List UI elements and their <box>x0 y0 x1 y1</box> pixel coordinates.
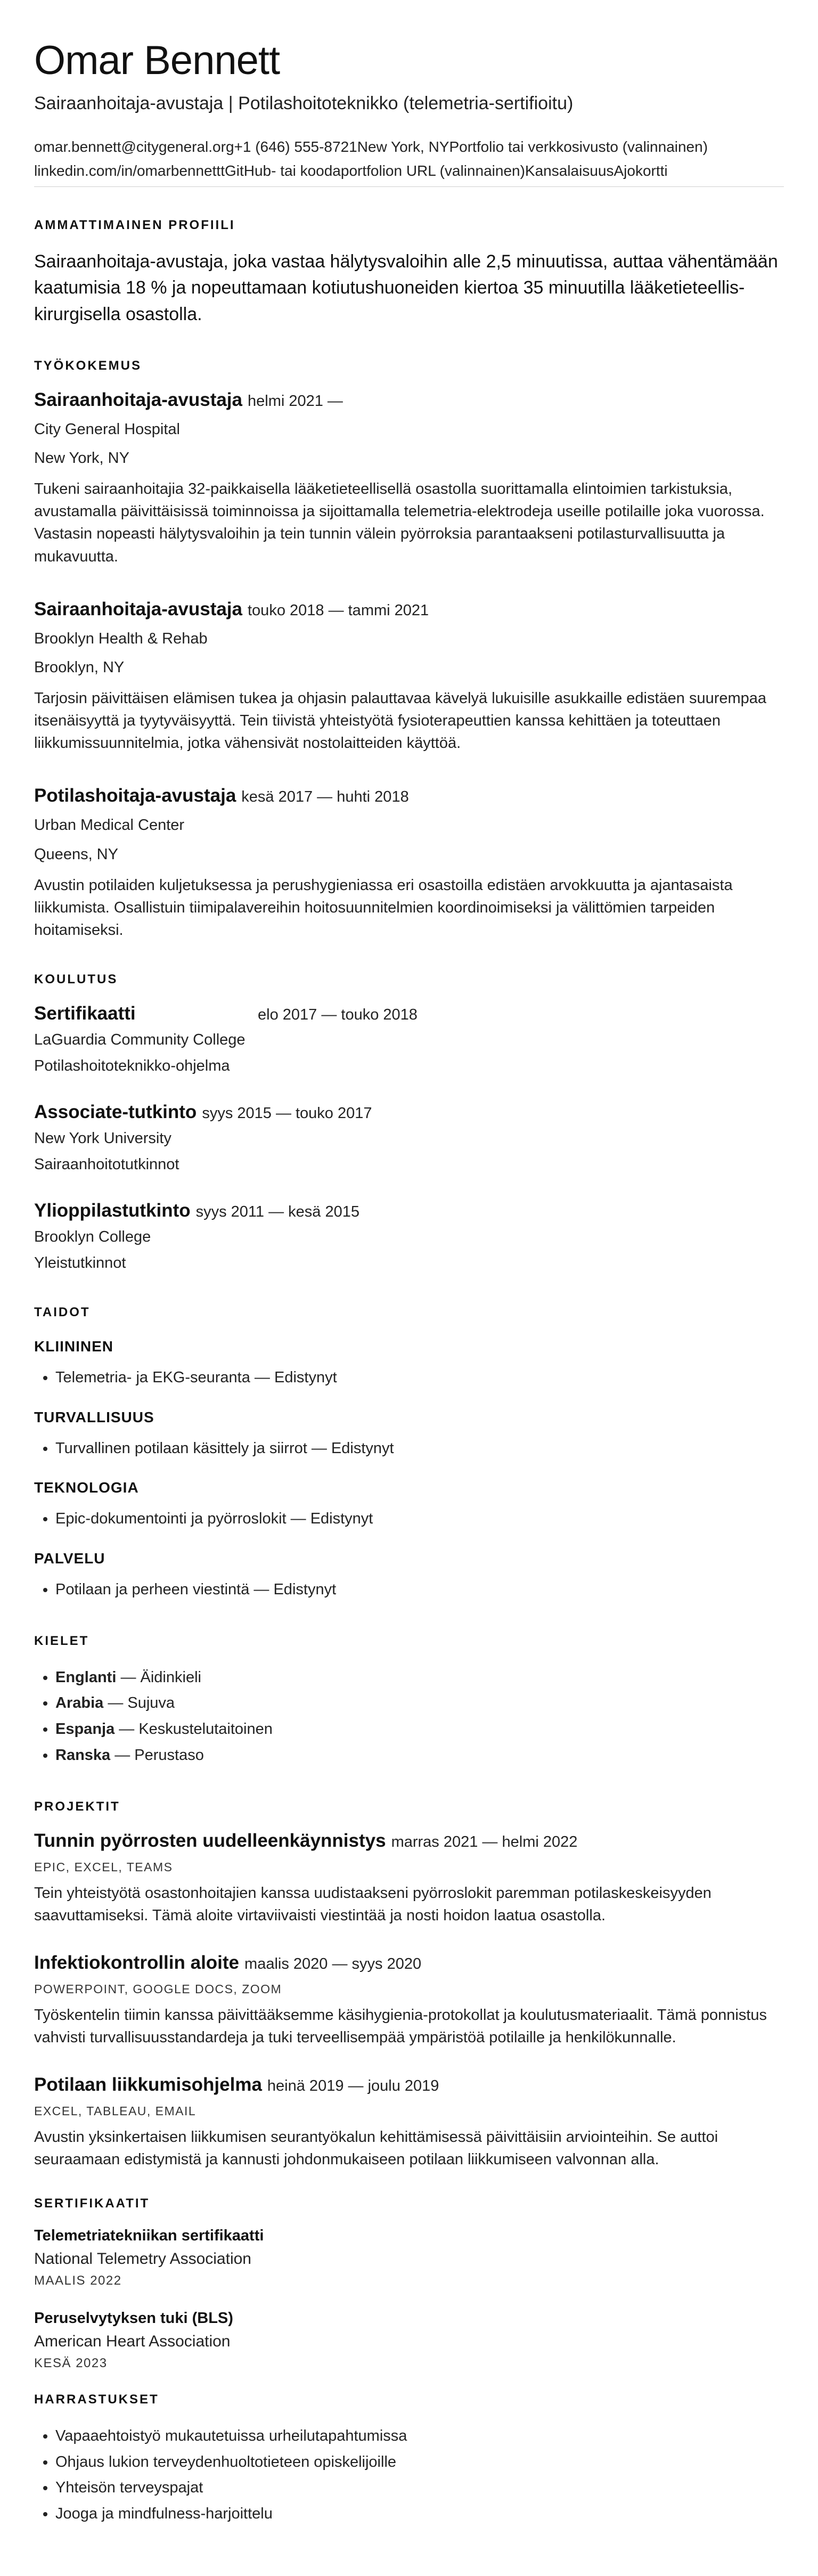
project-entry <box>34 1830 784 1927</box>
education-dates: elo 2017 — touko 2018 <box>258 1006 418 1023</box>
hobby-list <box>34 2423 784 2527</box>
language-item <box>55 1690 784 1716</box>
hobby-item: • Vapaaehtoistyö mukautetuissa urheilutapahtumissa <box>55 2423 784 2449</box>
job-dates: helmi 2021 — <box>248 392 343 410</box>
skill-list <box>34 1506 784 1532</box>
job-employer: Brooklyn Health & Rehab <box>34 630 208 647</box>
project-name: Infektiokontrollin aloite <box>34 1952 240 1973</box>
experience-entry <box>34 389 784 568</box>
contact-linkedin[interactable]: linkedin.com/in/omarbennett <box>34 162 221 180</box>
certification-entry <box>34 2227 784 2288</box>
skill-category: PALVELU <box>34 1550 105 1567</box>
contact-github[interactable]: tGitHub- tai koodaportfolion URL (valinnainen) <box>220 162 525 180</box>
language-item <box>55 1742 784 1768</box>
hobby-item: • Ohjaus lukion terveydenhuoltotieteen opiskelijoille <box>55 2449 784 2475</box>
candidate-headline: Sairaanhoitaja-avustaja | Potilashoitoteknikko (telemetria-sertifioitu) <box>34 93 574 114</box>
certification-date: KESÄ 2023 <box>34 2355 108 2370</box>
degree-title: Associate-tutkinto <box>34 1101 197 1122</box>
skill-item: • Telemetria- ja EKG-seuranta — Edistynyt <box>55 1365 784 1391</box>
section-title: SERTIFIKAATIT <box>34 2196 150 2211</box>
skill-list <box>34 1577 784 1603</box>
section-title: AMMATTIMAINEN PROFIILI <box>34 217 235 232</box>
school-name: New York University <box>34 1129 171 1147</box>
job-employer: Urban Medical Center <box>34 817 185 834</box>
language-name: Englanti <box>55 1668 117 1686</box>
hobby-item: • Yhteisön terveyspajat <box>55 2475 784 2501</box>
skills-section <box>34 1305 784 1603</box>
education-dates: syys 2015 — touko 2017 <box>202 1104 372 1122</box>
header-divider <box>34 186 784 187</box>
job-description: Tarjosin päivittäisen elämisen tukea ja ohjasin palauttavaa kävelyä lukuisille asukkaille edistäen suurempaa itsenäisyyttä ja tyytyväisyyttä. Tein tiivistä yhteistyötä fysioterapeuttien kanssa kehittäen ja toteuttaen liikkumissuunnitelmia, jotka vähensivät nostolaitteiden käyttöä. <box>34 690 767 752</box>
skill-category: TURVALLISUUS <box>34 1408 154 1425</box>
language-level: — Keskustelutaitoinen <box>119 1721 273 1738</box>
profile-summary: Sairaanhoitaja-avustaja, joka vastaa hälytysvaloihin alle 2,5 minuutissa, auttaa vähentämään kaatumisia 18 % ja nopeuttamaan kotiutushuoneiden kiertoa 35 minuutilla lääketieteellis-kirurgisella osastolla. <box>34 251 778 324</box>
project-description: Avustin yksinkertaisen liikkumisen seurantyökalun kehittämisessä päivittäisiin arviointeihin. Se auttoi seuraamaan edistymistä ja kannusti johdonmukaiseen potilaan liikkumiseen valvonnan alla. <box>34 2128 718 2168</box>
job-title: Potilashoitaja-avustaja <box>34 785 236 806</box>
contact-drivers-license: Ajokortti <box>614 162 668 180</box>
language-item <box>55 1716 784 1742</box>
education-entry <box>34 1102 784 1177</box>
project-dates: maalis 2020 — syys 2020 <box>244 1955 422 1972</box>
degree-title: Ylioppilastutkinto <box>34 1200 191 1221</box>
skill-item: • Epic-dokumentointi ja pyörroslokit — Edistynyt <box>55 1506 784 1532</box>
contact-line-1 <box>34 135 784 159</box>
hobby-item: • Jooga ja mindfulness-harjoittelu <box>55 2501 784 2527</box>
language-level: — Perustaso <box>114 1746 204 1764</box>
experience-entry <box>34 599 784 755</box>
profile-section <box>34 218 784 328</box>
languages-section <box>34 1634 784 1768</box>
job-description: Avustin potilaiden kuljetuksessa ja perushygieniassa eri osastoilla edistäen arvokkuutta ja ajantasaista liikkumista. Osallistuin tiimipalavereihin hoitosuunnitelmien koordinoimiseksi ja välittömien tarpeiden hoitamiseksi. <box>34 876 733 939</box>
project-tools: POWERPOINT, GOOGLE DOCS, ZOOM <box>34 1982 282 1996</box>
language-item <box>55 1665 784 1691</box>
contact-location: New York, NY <box>357 138 449 156</box>
language-level: — Sujuva <box>108 1694 175 1712</box>
contact-block <box>34 135 784 183</box>
education-entry <box>34 1200 784 1275</box>
projects-section <box>34 1799 784 2171</box>
education-entry <box>34 1003 784 1078</box>
job-title: Sairaanhoitaja-avustaja <box>34 598 242 619</box>
job-location: New York, NY <box>34 450 129 467</box>
project-name: Potilaan liikkumisohjelma <box>34 2074 262 2095</box>
education-dates: syys 2011 — kesä 2015 <box>195 1203 359 1220</box>
job-location: Brooklyn, NY <box>34 659 125 676</box>
section-title: TYÖKOKEMUS <box>34 358 142 373</box>
section-title: PROJEKTIT <box>34 1799 120 1814</box>
candidate-name: Omar Bennett <box>34 38 280 83</box>
section-title: KIELET <box>34 1633 89 1648</box>
job-employer: City General Hospital <box>34 420 180 438</box>
project-dates: marras 2021 — helmi 2022 <box>391 1833 578 1851</box>
contact-citizenship: Kansalaisuus <box>525 162 614 180</box>
contact-line-2 <box>34 159 784 183</box>
skill-list <box>34 1365 784 1391</box>
contact-phone[interactable]: +1 (646) 555-8721 <box>234 138 357 156</box>
project-tools: EXCEL, TABLEAU, EMAIL <box>34 2104 197 2118</box>
language-name: Arabia <box>55 1694 104 1712</box>
skill-category: TEKNOLOGIA <box>34 1479 139 1496</box>
skill-item: • Turvallinen potilaan käsittely ja siirrot — Edistynyt <box>55 1436 784 1462</box>
language-name: Espanja <box>55 1721 115 1738</box>
degree-title: Sertifikaatti <box>34 1002 136 1024</box>
certification-name: Telemetriatekniikan sertifikaatti <box>34 2227 264 2244</box>
project-name: Tunnin pyörrosten uudelleenkäynnistys <box>34 1830 386 1851</box>
skill-item: • Potilaan ja perheen viestintä — Edistynyt <box>55 1577 784 1603</box>
language-name: Ranska <box>55 1746 111 1764</box>
job-title: Sairaanhoitaja-avustaja <box>34 389 242 410</box>
education-section <box>34 972 784 1275</box>
certification-issuer: National Telemetry Association <box>34 2249 251 2268</box>
project-entry <box>34 1952 784 2049</box>
skill-category: KLIININEN <box>34 1338 113 1355</box>
education-field: Yleistutkinnot <box>34 1254 126 1272</box>
education-field: Potilashoitoteknikko-ohjelma <box>34 1057 230 1075</box>
school-name: Brooklyn College <box>34 1228 151 1245</box>
job-dates: kesä 2017 — huhti 2018 <box>241 788 409 806</box>
contact-email[interactable]: omar.bennett@citygeneral.org <box>34 138 234 156</box>
project-description: Työskentelin tiimin kanssa päivittääksemme käsihygienia-protokollat ja koulutusmateriaalit. Tämä ponnistus vahvisti turvallisuusstandardeja ja tuki terveellisempää ympäristöä potilaille ja henkilökunnalle. <box>34 2006 767 2046</box>
job-location: Queens, NY <box>34 845 118 863</box>
certification-name: Peruselvytyksen tuki (BLS) <box>34 2309 233 2327</box>
project-description: Tein yhteistyötä osastonhoitajien kanssa uudistaakseni pyörroslokit paremman potilaskeskeisyyden saavuttamiseksi. Tämä aloite virtaviivaisti viestintää ja nosti hoidon laatua osastolla. <box>34 1884 711 1924</box>
experience-entry <box>34 785 784 941</box>
education-field: Sairaanhoitotutkinnot <box>34 1156 179 1173</box>
language-level: — Äidinkieli <box>120 1668 201 1686</box>
section-title: HARRASTUKSET <box>34 2392 159 2407</box>
hobbies-section <box>34 2392 784 2527</box>
section-title: TAIDOT <box>34 1305 91 1319</box>
certification-issuer: American Heart Association <box>34 2332 231 2350</box>
certification-date: MAALIS 2022 <box>34 2273 122 2288</box>
project-tools: EPIC, EXCEL, TEAMS <box>34 1860 173 1874</box>
school-name: LaGuardia Community College <box>34 1031 246 1048</box>
language-list <box>34 1665 784 1768</box>
section-title: KOULUTUS <box>34 972 118 987</box>
project-dates: heinä 2019 — joulu 2019 <box>267 2077 439 2094</box>
job-description: Tukeni sairaanhoitajia 32-paikkaisella lääketieteellisellä osastolla suorittamalla elintoimien tarkistuksia, avustamalla päivittäisissä toiminnoissa ja sijoittamalla telemetria-elektrodeja useille potilaille joka vuorossa. Vastasin nopeasti hälytysvaloihin ja tein tunnin välein pyörroksia parantaakseni potilasturvallisuutta ja mukavuutta. <box>34 480 765 565</box>
experience-section <box>34 358 784 941</box>
certification-entry <box>34 2310 784 2371</box>
project-entry <box>34 2074 784 2171</box>
job-dates: touko 2018 — tammi 2021 <box>248 601 429 619</box>
contact-portfolio[interactable]: Portfolio tai verkkosivusto (valinnainen) <box>449 138 708 156</box>
certifications-section <box>34 2196 784 2371</box>
skill-list <box>34 1436 784 1462</box>
